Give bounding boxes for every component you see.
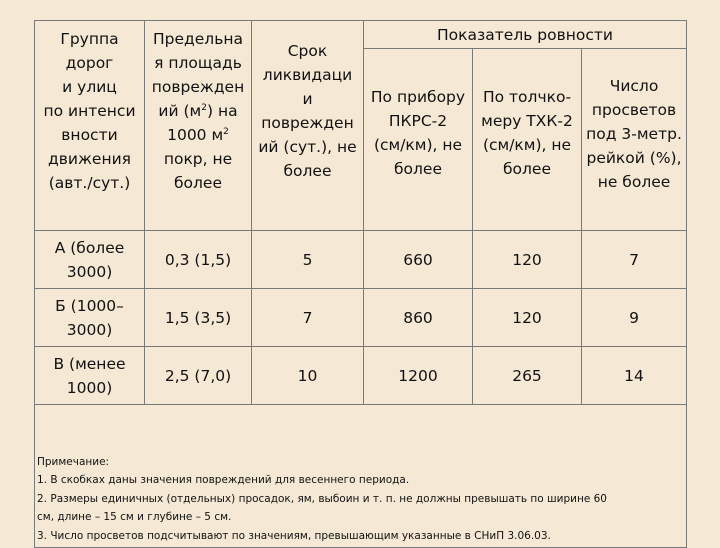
cell-thk: 265	[473, 347, 582, 405]
header-damage-area-text-2: ) на 1000 м	[167, 102, 238, 144]
cell-damage-area: 0,3 (1,5)	[145, 231, 252, 289]
cell-road-group: Б (1000– 3000)	[35, 289, 145, 347]
cell-road-group: В (менее 1000)	[35, 347, 145, 405]
cell-pkrs: 660	[364, 231, 473, 289]
table-row	[35, 347, 687, 405]
cell-pkrs: 1200	[364, 347, 473, 405]
header-damage-area	[145, 21, 252, 231]
header-repair-term: Срок ликвидаци и поврежден ий (сут.), не более	[252, 21, 364, 231]
road-evenness-table	[34, 20, 687, 548]
cell-repair-term: 5	[252, 231, 364, 289]
header-damage-area-sup-1: 2	[201, 102, 207, 113]
header-road-group: Группа дорог и улиц по интенси вности движения (авт./сут.)	[35, 21, 145, 231]
cell-damage-area: 2,5 (7,0)	[145, 347, 252, 405]
requirements-table-container	[34, 20, 686, 540]
header-gaps: Число просветов под 3-метр. рейкой (%), не более	[582, 49, 687, 231]
cell-repair-term: 7	[252, 289, 364, 347]
cell-road-group: А (более 3000)	[35, 231, 145, 289]
header-row-group	[35, 21, 687, 49]
table-row	[35, 289, 687, 347]
notes-title: Примечание:	[37, 455, 110, 468]
header-damage-area-sup-2: 2	[223, 126, 229, 137]
note-2-line-1: 2. Размеры единичных (отдельных) просадок, ям, выбоин и т. п. не должны превышать по ширине 60	[37, 492, 607, 505]
notes-row	[35, 405, 687, 548]
cell-gaps: 14	[582, 347, 687, 405]
header-damage-area-text-3: покр, не более	[163, 150, 233, 192]
notes-cell	[35, 405, 687, 548]
note-2-line-2: см, длине – 15 см и глубине – 5 см.	[37, 511, 232, 523]
cell-thk: 120	[473, 231, 582, 289]
header-evenness-group: Показатель ровности	[364, 21, 687, 49]
cell-repair-term: 10	[252, 347, 364, 405]
header-thk: По толчко- меру ТХК-2 (см/км), не более	[473, 49, 582, 231]
cell-gaps: 7	[582, 231, 687, 289]
note-3: 3. Число просветов подсчитывают по значениям, превышающим указанные в СНиП 3.06.03.	[37, 529, 551, 542]
note-1: 1. В скобках даны значения повреждений для весеннего периода.	[37, 474, 410, 486]
cell-pkrs: 860	[364, 289, 473, 347]
table-row	[35, 231, 687, 289]
header-damage-area-text-1: Предельна я площадь поврежден ий (м	[151, 30, 245, 120]
cell-gaps: 9	[582, 289, 687, 347]
header-pkrs: По прибору ПКРС-2 (см/км), не более	[364, 49, 473, 231]
cell-damage-area: 1,5 (3,5)	[145, 289, 252, 347]
cell-thk: 120	[473, 289, 582, 347]
